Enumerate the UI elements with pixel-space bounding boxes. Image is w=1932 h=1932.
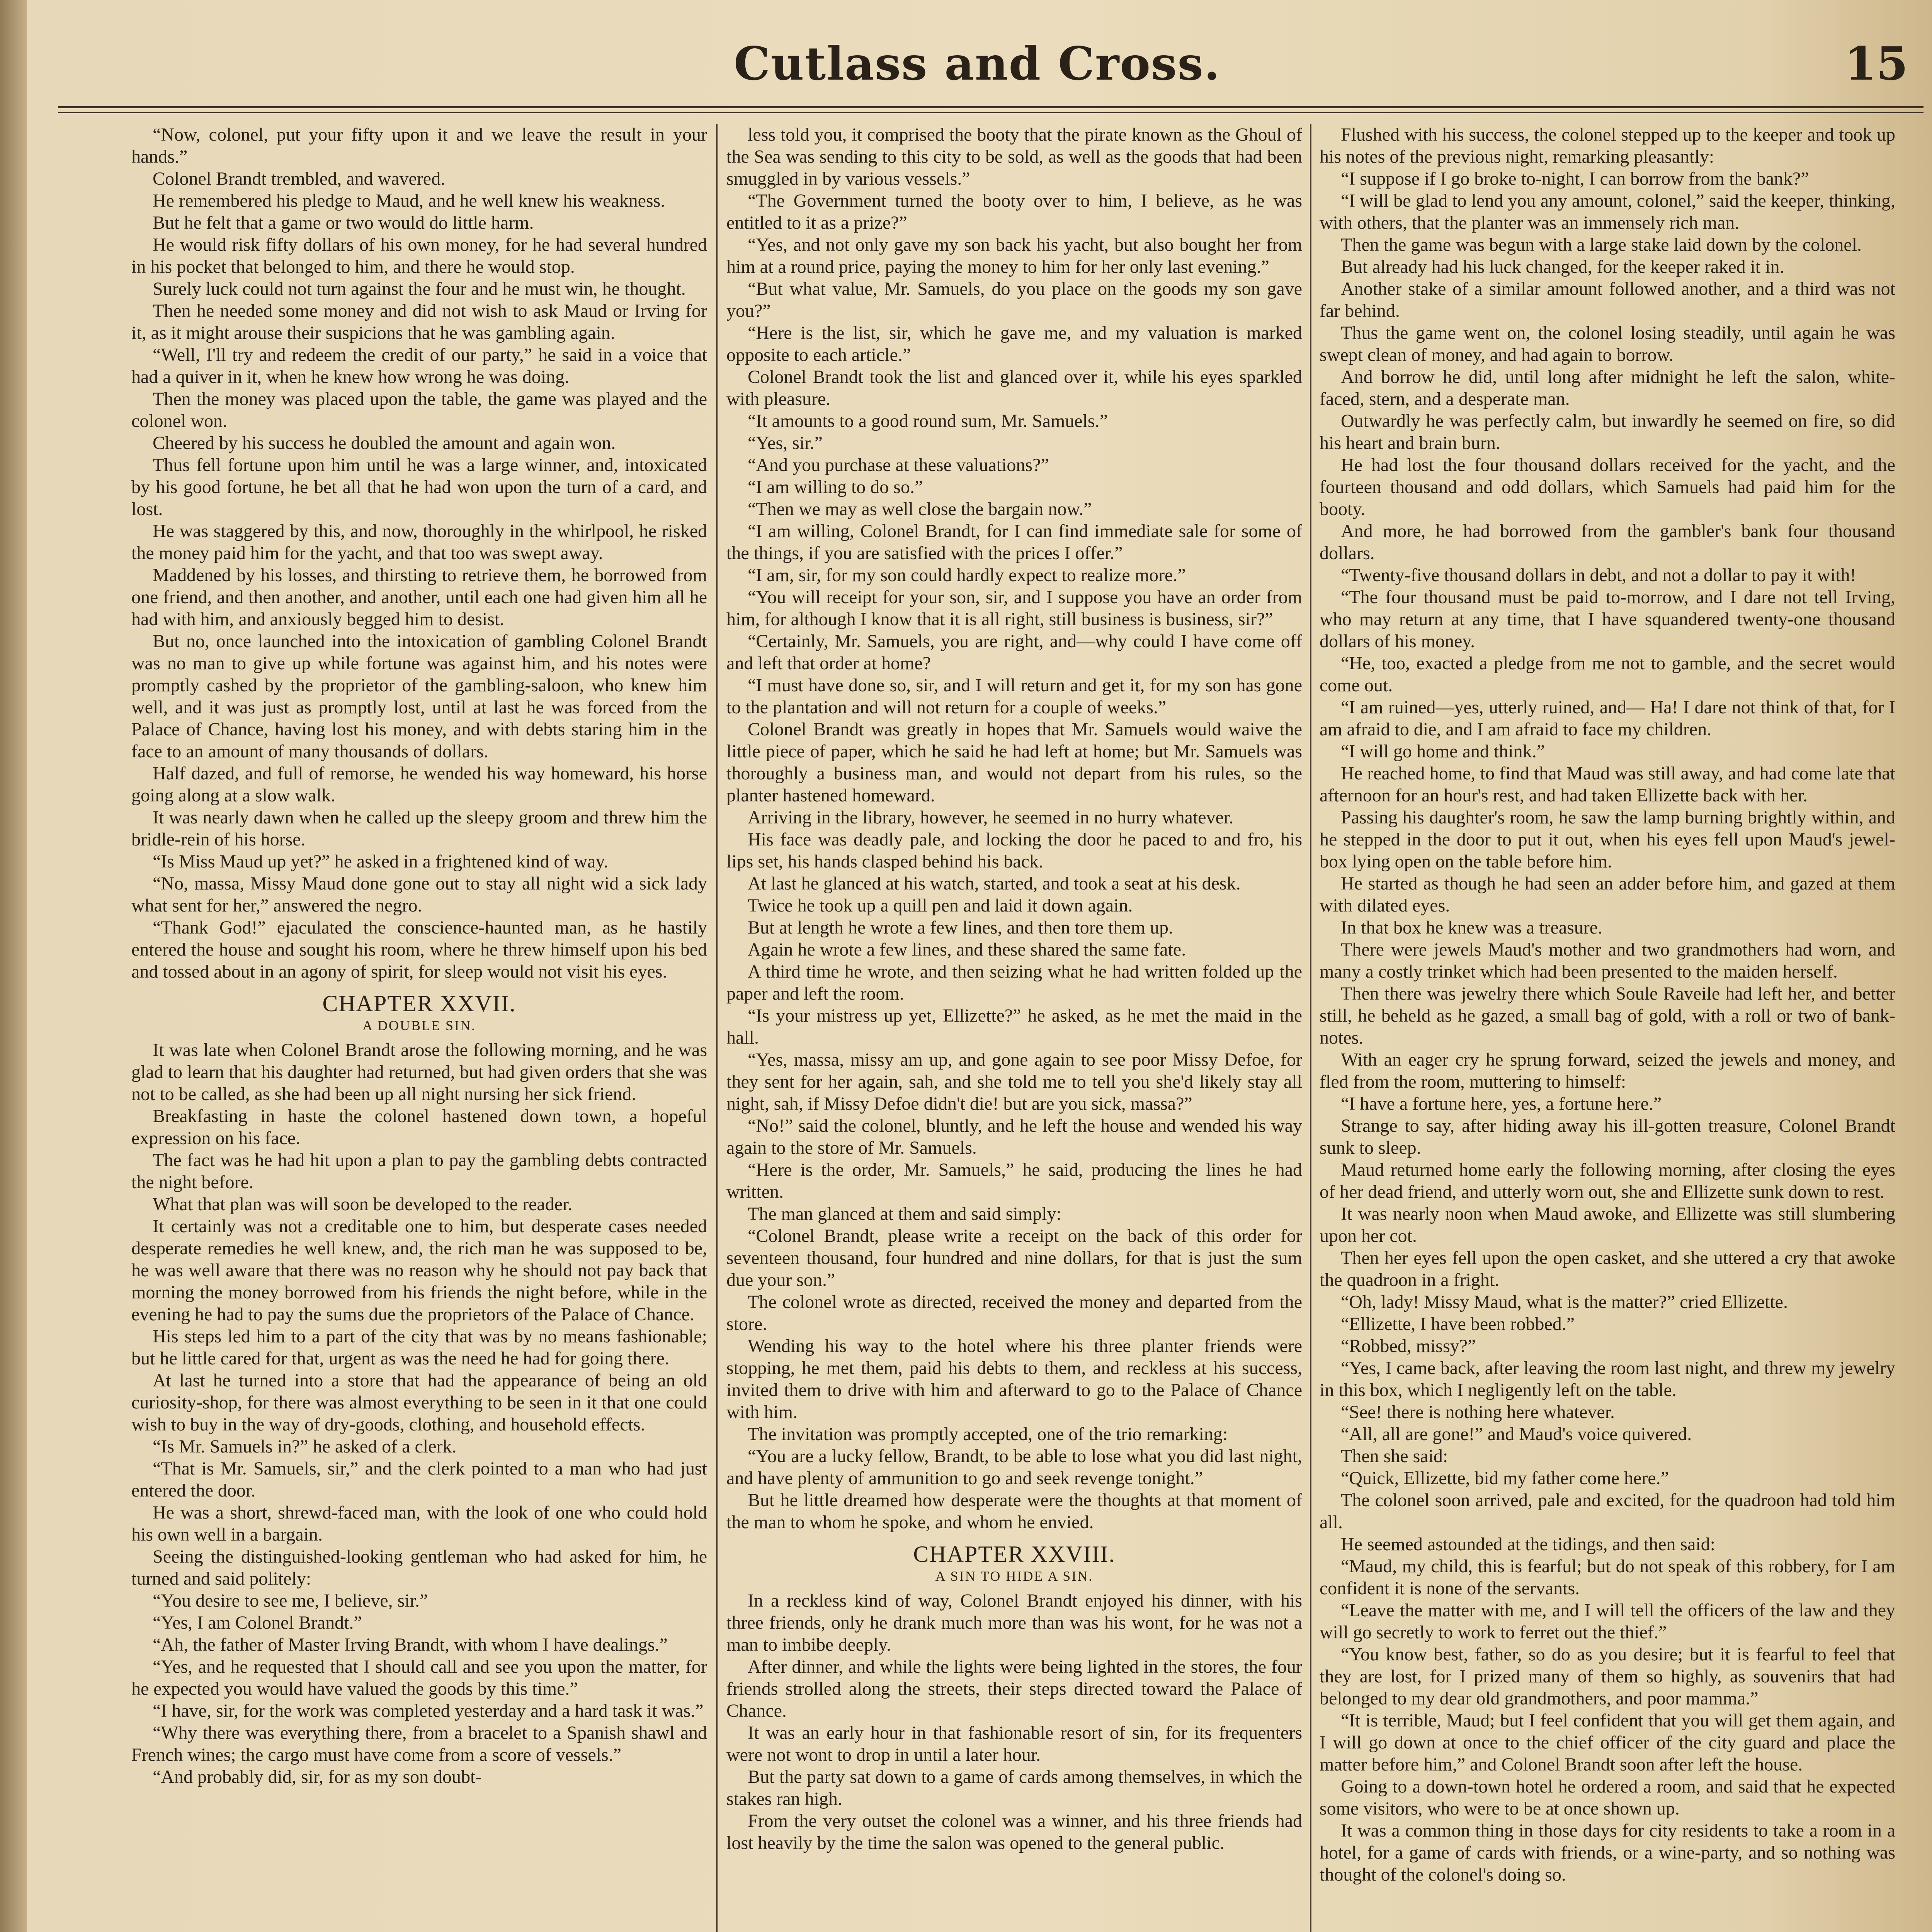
paragraph: less told you, it comprised the booty that the pirate known as the Ghoul of the Sea was sending to this city to be sold, as well as the goods that had been smuggled in by various vessels.” — [726, 124, 1302, 189]
paragraph: “It amounts to a good round sum, Mr. Samuels.” — [748, 411, 1108, 431]
paragraph: Then the game was begun with a large stake laid down by the colonel. — [1341, 235, 1862, 255]
paragraph: At last he turned into a store that had the appearance of being an old curiosity-shop, for there was almost everything to be seen in it that one could wish to buy in the way of dry-goods, clothing, and household effects. — [131, 1370, 707, 1435]
paragraph: “The four thousand must be paid to-morrow, and I dare not tell Irving, who may return at any time, that I have squandered twenty-one thousand dollars of his money. — [1320, 587, 1895, 651]
text-column-2 — [726, 124, 1302, 1932]
paragraph: And borrow he did, until long after midnight he left the salon, white-faced, stern, and a desperate man. — [1320, 367, 1895, 409]
paragraph: Surely luck could not turn against the four and he must win, he thought. — [153, 279, 686, 299]
paragraph: Thus the game went on, the colonel losing steadily, until again he was swept clean of money, and had again to borrow. — [1320, 323, 1895, 365]
paragraph: Thus fell fortune upon him until he was a large winner, and, intoxicated by his good fortune, he bet all that he had won upon the turn of a card, and lost. — [131, 455, 707, 519]
paragraph: It was a common thing in those days for city residents to take a room in a hotel, for a game of cards with friends, or a wine-party, and so nothing was thought of the colonel's doing so. — [1320, 1820, 1895, 1885]
paragraph: “Here is the list, sir, which he gave me, and my valuation is marked opposite to each article.” — [726, 323, 1302, 365]
paragraph: Twice he took up a quill pen and laid it down again. — [748, 895, 1133, 916]
paragraph: “Then we may as well close the bargain now.” — [748, 499, 1092, 519]
paragraph: He was staggered by this, and now, thoroughly in the whirlpool, he risked the money paid him for the yacht, and that too was swept away. — [131, 521, 707, 563]
paragraph: Breakfasting in haste the colonel hastened down town, a hopeful expression on his face. — [131, 1106, 707, 1148]
paragraph: “Now, colonel, put your fifty upon it and we leave the result in your hands.” — [131, 124, 707, 167]
paragraph: “Robbed, missy?” — [1341, 1336, 1476, 1356]
paragraph: “No, massa, Missy Maud done gone out to stay all night wid a sick lady what sent for her,” answered the negro. — [131, 873, 707, 916]
paragraph: “Ellizette, I have been robbed.” — [1341, 1314, 1575, 1334]
paragraph: “You will receipt for your son, sir, and I suppose you have an order from him, for although I know that it is all right, still business is business, sir?” — [726, 587, 1302, 629]
paragraph: Maud returned home early the following morning, after closing the eyes of her dead friend, and utterly worn out, she and Ellizette sunk down to rest. — [1320, 1160, 1895, 1202]
paragraph: Again he wrote a few lines, and these shared the same fate. — [748, 939, 1186, 960]
paragraph: “I am willing to do so.” — [748, 477, 923, 497]
paragraph: “All, all are gone!” and Maud's voice quivered. — [1341, 1424, 1692, 1444]
paragraph: Seeing the distinguished-looking gentleman who had asked for him, he turned and said politely: — [131, 1546, 707, 1589]
paragraph: He reached home, to find that Maud was still away, and had come late that afternoon for an hour's rest, and had taken Ellizette back with her. — [1320, 763, 1895, 806]
paragraph: “Is Mr. Samuels in?” he asked of a clerk. — [153, 1436, 457, 1457]
paragraph: “You desire to see me, I believe, sir.” — [153, 1590, 428, 1611]
paragraph: Strange to say, after hiding away his ill-gotten treasure, Colonel Brandt sunk to sleep. — [1320, 1116, 1895, 1158]
paragraph: “Is Miss Maud up yet?” he asked in a frightened kind of way. — [153, 851, 609, 872]
column-divider — [1310, 124, 1311, 1932]
running-title: Cutlass and Cross. — [733, 37, 1221, 90]
paragraph: Passing his daughter's room, he saw the lamp burning brightly within, and he stepped in the door to put it out, when his eyes fell upon Maud's jewel-box lying open on the table before him. — [1320, 807, 1895, 872]
paragraph: Wending his way to the hotel where his three planter friends were stopping, he met them, paid his debts to them, and reckless at his success, invited them to drive with him and afterward to go to the Palace of Chance with him. — [726, 1336, 1302, 1422]
paragraph: “He, too, exacted a pledge from me not to gamble, and the secret would come out. — [1320, 653, 1895, 696]
paragraph: “Twenty-five thousand dollars in debt, and not a dollar to pay it with! — [1341, 565, 1856, 585]
paragraph: “No!” said the colonel, bluntly, and he left the house and wended his way again to the store of Mr. Samuels. — [726, 1116, 1302, 1158]
paragraph: “Maud, my child, this is fearful; but do not speak of this robbery, for I am confident it is none of the servants. — [1320, 1556, 1895, 1599]
paragraph: “Oh, lady! Missy Maud, what is the matter?” cried Ellizette. — [1341, 1292, 1788, 1312]
paragraph: He started as though he had seen an adder before him, and gazed at them with dilated eyes. — [1320, 873, 1895, 916]
paragraph: But already had his luck changed, for the keeper raked it in. — [1341, 257, 1784, 277]
page-number: 15 — [1844, 37, 1908, 90]
chapter-heading: CHAPTER XXVII. — [322, 991, 516, 1016]
paragraph: At last he glanced at his watch, started, and took a seat at his desk. — [748, 873, 1241, 894]
paragraph: “Yes, and he requested that I should call and see you upon the matter, for he expected you would have valued the goods by this time.” — [131, 1656, 707, 1699]
paragraph: “Yes, sir.” — [748, 433, 823, 453]
paragraph: Going to a down-town hotel he ordered a room, and said that he expected some visitors, who were to be at once shown up. — [1320, 1776, 1895, 1819]
paragraph: “I must have done so, sir, and I will return and get it, for my son has gone to the plantation and will not return for a couple of weeks.” — [726, 675, 1302, 718]
paragraph: Then her eyes fell upon the open casket, and she uttered a cry that awoke the quadroon in a fright. — [1320, 1248, 1895, 1290]
paragraph: In that box he knew was a treasure. — [1341, 917, 1603, 938]
paragraph: “And probably did, sir, for as my son doubt- — [153, 1767, 482, 1787]
paragraph: But he little dreamed how desperate were the thoughts at that moment of the man to whom he spoke, and whom he envied. — [726, 1490, 1302, 1532]
paragraph: Then he needed some money and did not wish to ask Maud or Irving for it, as it might arouse their suspicions that he was gambling again. — [131, 301, 707, 343]
paragraph: In a reckless kind of way, Colonel Brandt enjoyed his dinner, with his three friends, only he drank much more than was his wont, for he was not a man to imbibe deeply. — [726, 1590, 1302, 1655]
paragraph: “You know best, father, so do as you desire; but it is fearful to feel that they are lost, for I prized many of them so highly, as souvenirs that had belonged to my dear old grandmothers, and poor mamma.” — [1320, 1644, 1895, 1709]
paragraph: Outwardly he was perfectly calm, but inwardly he seemed on fire, so did his heart and brain burn. — [1320, 411, 1895, 453]
paragraph: “I am ruined—yes, utterly ruined, and— Ha! I dare not think of that, for I am afraid to die, and I am afraid to face my children. — [1320, 697, 1895, 740]
paragraph: The man glanced at them and said simply: — [748, 1204, 1061, 1224]
paragraph: “Colonel Brandt, please write a receipt on the back of this order for seventeen thousand, four hundred and nine dollars, for that is just the sum due your son.” — [726, 1226, 1302, 1290]
paragraph: But he felt that a game or two would do little harm. — [153, 213, 534, 233]
paragraph: Cheered by his success he doubled the amount and again won. — [153, 433, 616, 453]
text-column-3 — [1320, 124, 1895, 1932]
chapter-subtitle: A SIN TO HIDE A SIN. — [935, 1568, 1094, 1584]
paragraph: A third time he wrote, and then seizing what he had written folded up the paper and left the room. — [726, 961, 1302, 1004]
paragraph: “Here is the order, Mr. Samuels,” he said, producing the lines he had written. — [726, 1160, 1302, 1202]
paragraph: Colonel Brandt trembled, and wavered. — [153, 168, 446, 189]
paragraph: He seemed astounded at the tidings, and then said: — [1341, 1534, 1716, 1554]
paragraph: It was nearly dawn when he called up the sleepy groom and threw him the bridle-rein of his horse. — [131, 807, 707, 850]
paragraph: Flushed with his success, the colonel stepped up to the keeper and took up his notes of the previous night, remarking pleasantly: — [1320, 124, 1895, 167]
paragraph: “I will go home and think.” — [1341, 741, 1545, 762]
paragraph: “I am willing, Colonel Brandt, for I can find immediate sale for some of the things, if you are satisfied with the prices I offer.” — [726, 521, 1302, 563]
paragraph: “You are a lucky fellow, Brandt, to be able to lose what you did last night, and have plenty of ammunition to go and seek revenge tonight.” — [726, 1446, 1302, 1488]
paragraph: “Well, I'll try and redeem the credit of our party,” he said in a voice that had a quiver in it, when he knew how wrong he was doing. — [131, 345, 707, 387]
paragraph: Arriving in the library, however, he seemed in no hurry whatever. — [748, 807, 1234, 828]
paragraph: “Thank God!” ejaculated the conscience-haunted man, as he hastily entered the house and sought his room, where he threw himself upon his bed and tossed about in an agony of spirit, for sleep would not visit his eyes. — [131, 917, 707, 982]
paragraph: “And you purchase at these valuations?” — [748, 455, 1049, 475]
paragraph: “Quick, Ellizette, bid my father come here.” — [1341, 1468, 1669, 1488]
paragraph: “Yes, and not only gave my son back his yacht, but also bought her from him at a round price, paying the money to him for her only last evening.” — [726, 235, 1302, 277]
paragraph: “That is Mr. Samuels, sir,” and the clerk pointed to a man who had just entered the door. — [131, 1458, 707, 1501]
text-column-1 — [131, 124, 707, 1932]
paragraph: With an eager cry he sprung forward, seized the jewels and money, and fled from the room, muttering to himself: — [1320, 1049, 1895, 1092]
paragraph: His face was deadly pale, and locking the door he paced to and fro, his lips set, his hands clasped behind his back. — [726, 829, 1302, 872]
paragraph: Colonel Brandt was greatly in hopes that Mr. Samuels would waive the little piece of paper, which he said he had left at home; but Mr. Samuels was thoroughly a business man, and would not depart from his rules, so the planter hastened homeward. — [726, 719, 1302, 806]
paragraph: From the very outset the colonel was a winner, and his three friends had lost heavily by the time the salon was opened to the general public. — [726, 1811, 1302, 1853]
paragraph: Then she said: — [1341, 1446, 1448, 1466]
paragraph: Colonel Brandt took the list and glanced over it, while his eyes sparkled with pleasure. — [726, 367, 1302, 409]
paragraph: “Is your mistress up yet, Ellizette?” he asked, as he met the maid in the hall. — [726, 1005, 1302, 1048]
paragraph: He was a short, shrewd-faced man, with the look of one who could hold his own well in a bargain. — [131, 1502, 707, 1545]
column-divider — [716, 124, 718, 1932]
paragraph: “The Government turned the booty over to him, I believe, as he was entitled to it as a prize?” — [726, 190, 1302, 233]
paragraph: “See! there is nothing here whatever. — [1341, 1402, 1615, 1422]
paragraph: “Why there was everything there, from a bracelet to a Spanish shawl and French wines; the cargo must have come from a score of vessels.” — [131, 1723, 707, 1765]
paragraph: He would risk fifty dollars of his own money, for he had several hundred in his pocket that belonged to him, and there he would stop. — [131, 235, 707, 277]
paragraph: Half dazed, and full of remorse, he wended his way homeward, his horse going along at a slow walk. — [131, 763, 707, 806]
paragraph: “Ah, the father of Master Irving Brandt, with whom I have dealings.” — [153, 1634, 668, 1655]
chapter-heading: CHAPTER XXVIII. — [913, 1541, 1116, 1567]
paragraph: “I have, sir, for the work was completed yesterday and a hard task it was.” — [153, 1701, 704, 1721]
paragraph: “It is terrible, Maud; but I feel confident that you will get them again, and I will go down at once to the chief officer of the city guard and place the matter before him,” and Colonel Brandt soon after left the house. — [1320, 1710, 1895, 1775]
paragraph: “But what value, Mr. Samuels, do you place on the goods my son gave you?” — [726, 279, 1302, 321]
paragraph: But no, once launched into the intoxication of gambling Colonel Brandt was no man to give up while fortune was against him, and his notes were promptly cashed by the proprietor of the gambling-saloon, who knew him well, and it was just as promptly lost, until at last he was forced from the Palace of Chance, having lost his money, and with debts staring him in the face to an amount of many thousands of dollars. — [131, 631, 707, 762]
paragraph: There were jewels Maud's mother and two grandmothers had worn, and many a costly trinket which had been presented to the maiden herself. — [1320, 939, 1895, 982]
page-edge — [0, 0, 27, 1932]
page-header — [0, 0, 1932, 112]
paragraph: Another stake of a similar amount followed another, and a third was not far behind. — [1320, 279, 1895, 321]
paragraph: After dinner, and while the lights were being lighted in the stores, the four friends strolled along the streets, their steps directed toward the Palace of Chance. — [726, 1656, 1302, 1721]
paragraph: His steps led him to a part of the city that was by no means fashionable; but he little cared for that, urgent as was the need he had for going there. — [131, 1326, 707, 1369]
paragraph: “Leave the matter with me, and I will tell the officers of the law and they will go secretly to work to ferret out the thief.” — [1320, 1600, 1895, 1643]
paragraph: Maddened by his losses, and thirsting to retrieve them, he borrowed from one friend, and then another, and another, until each one had given him all he had with him, and anxiously begged him to desist. — [131, 565, 707, 629]
paragraph: “Certainly, Mr. Samuels, you are right, and—why could I have come off and left that order at home? — [726, 631, 1302, 673]
paragraph: “I will be glad to lend you any amount, colonel,” said the keeper, thinking, with others, that the planter was an immensely rich man. — [1320, 190, 1895, 233]
paragraph: Then the money was placed upon the table, the game was played and the colonel won. — [131, 389, 707, 431]
paragraph: What that plan was will soon be developed to the reader. — [153, 1194, 573, 1214]
paragraph: But the party sat down to a game of cards among themselves, in which the stakes ran high. — [726, 1767, 1302, 1809]
paragraph: Then there was jewelry there which Soule Raveile had left her, and better still, he beheld as he gazed, a small bag of gold, with a roll or two of bank-notes. — [1320, 983, 1895, 1048]
paragraph: “I have a fortune here, yes, a fortune here.” — [1341, 1094, 1662, 1114]
paragraph: “I am, sir, for my son could hardly expect to realize more.” — [748, 565, 1186, 585]
chapter-subtitle: A DOUBLE SIN. — [362, 1018, 476, 1033]
paragraph: It was late when Colonel Brandt arose the following morning, and he was glad to learn that his daughter had returned, but had given orders that she was not to be called, as she had been up all night nursing her sick friend. — [131, 1040, 707, 1104]
paragraph: It certainly was not a creditable one to him, but desperate cases needed desperate remedies he well knew, and, the rich man he was supposed to be, he was well aware that there was no reason why he should not pay back that morning the money borrowed from his friends the night before, while in the evening he had to pay the sums due the proprietors of the Palace of Chance. — [131, 1216, 707, 1325]
paragraph: “I suppose if I go broke to-night, I can borrow from the bank?” — [1341, 168, 1809, 189]
paragraph: It was nearly noon when Maud awoke, and Ellizette was still slumbering upon her cot. — [1320, 1204, 1895, 1246]
paragraph: “Yes, I am Colonel Brandt.” — [153, 1612, 362, 1633]
paragraph: The colonel wrote as directed, received the money and departed from the store. — [726, 1292, 1302, 1334]
paragraph: The colonel soon arrived, pale and excited, for the quadroon had told him all. — [1320, 1490, 1895, 1532]
paragraph: The invitation was promptly accepted, one of the trio remarking: — [748, 1424, 1228, 1444]
header-rule — [58, 106, 1923, 113]
paragraph: But at length he wrote a few lines, and then tore them up. — [748, 917, 1173, 938]
paragraph: “Yes, I came back, after leaving the room last night, and threw my jewelry in this box, which I negligently left on the table. — [1320, 1358, 1895, 1400]
paragraph: And more, he had borrowed from the gambler's bank four thousand dollars. — [1320, 521, 1895, 563]
paragraph: It was an early hour in that fashionable resort of sin, for its frequenters were not wont to drop in until a later hour. — [726, 1723, 1302, 1765]
paragraph: He remembered his pledge to Maud, and he well knew his weakness. — [153, 190, 665, 211]
paragraph: The fact was he had hit upon a plan to pay the gambling debts contracted the night before. — [131, 1150, 707, 1192]
paragraph: “Yes, massa, missy am up, and gone again to see poor Missy Defoe, for they sent for her again, sah, and she told me to tell you she'd likely stay all night, sah, if Missy Defoe didn't die! but are you sick, massa?” — [726, 1049, 1302, 1114]
paragraph: He had lost the four thousand dollars received for the yacht, and the fourteen thousand and odd dollars, which Samuels had paid him for the booty. — [1320, 455, 1895, 519]
